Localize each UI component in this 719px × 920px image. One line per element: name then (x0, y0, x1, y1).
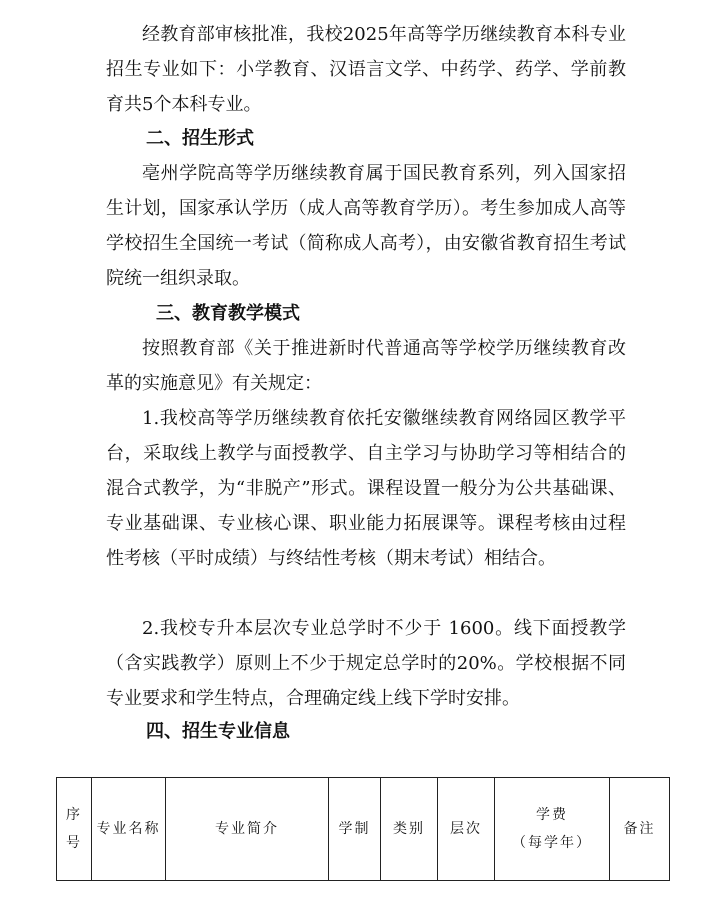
intro-paragraph: 经教育部审核批准，我校2025年高等学历继续教育本科专业招生专业如下：小学教育、汉语言文学、中药学、药学、学前教育共5个本科专业。 (106, 24, 626, 115)
header-intro: 专业简介 (166, 778, 329, 881)
section3-heading: 三、教育教学模式 (156, 303, 300, 324)
header-category: 类别 (381, 778, 438, 881)
section2-paragraph: 亳州学院高等学历继续教育属于国民教育系列，列入国家招生计划，国家承认学历（成人高等教育学历）。考生参加成人高等学校招生全国统一考试（简称成人高考），由安徽省教育招生考试院统一组织录取。 (106, 163, 626, 289)
header-fee (495, 778, 610, 881)
header-index: 序号 (57, 778, 92, 881)
section3-item2-paragraph: 2.我校专升本层次专业总学时不少于 1600。线下面授教学（含实践教学）原则上不少于规定总学时的20%。学校根据不同专业要求和学生特点，合理确定线上线下学时安排。 (106, 618, 626, 709)
header-remarks: 备注 (610, 778, 670, 881)
header-fee-label: 学费 (536, 807, 568, 823)
major-info-table (56, 777, 670, 881)
header-major-name: 专业名称 (92, 778, 166, 881)
section4-heading: 四、招生专业信息 (146, 721, 290, 742)
table-header-row (57, 778, 670, 881)
section2-heading: 二、招生形式 (146, 128, 254, 149)
header-fee-note: （每学年） (512, 835, 592, 851)
section3-intro-paragraph: 按照教育部《关于推进新时代普通高等学校学历继续教育改革的实施意见》有关规定： (106, 338, 626, 394)
header-duration: 学制 (329, 778, 381, 881)
header-level: 层次 (438, 778, 495, 881)
section3-item1-paragraph: 1.我校高等学历继续教育依托安徽继续教育网络园区教学平台，采取线上教学与面授教学、自主学习与协助学习等相结合的混合式教学，为“非脱产”形式。课程设置一般分为公共基础课、专业基础课、专业核心课、职业能力拓展课等。课程考核由过程性考核（平时成绩）与终结性考核（期末考试）相结合。 (106, 408, 626, 569)
